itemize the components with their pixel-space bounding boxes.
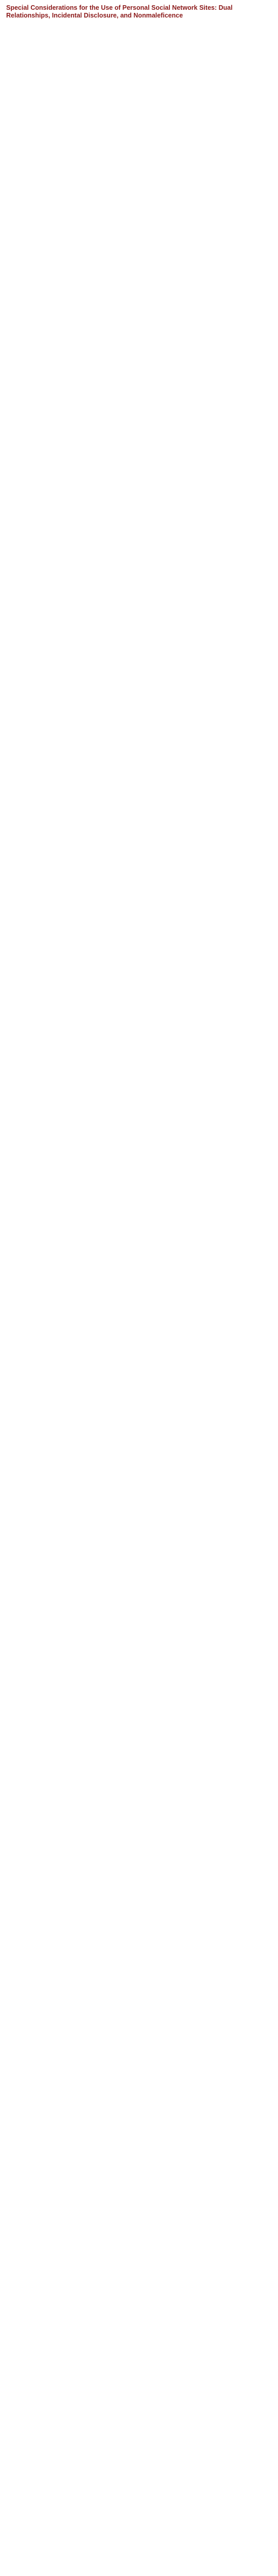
article-title: Special Considerations for the Use of Personal Social Network Sites: Dual Relationships, Incidental Disclosure, and Nonmaleficence — [6, 4, 233, 19]
